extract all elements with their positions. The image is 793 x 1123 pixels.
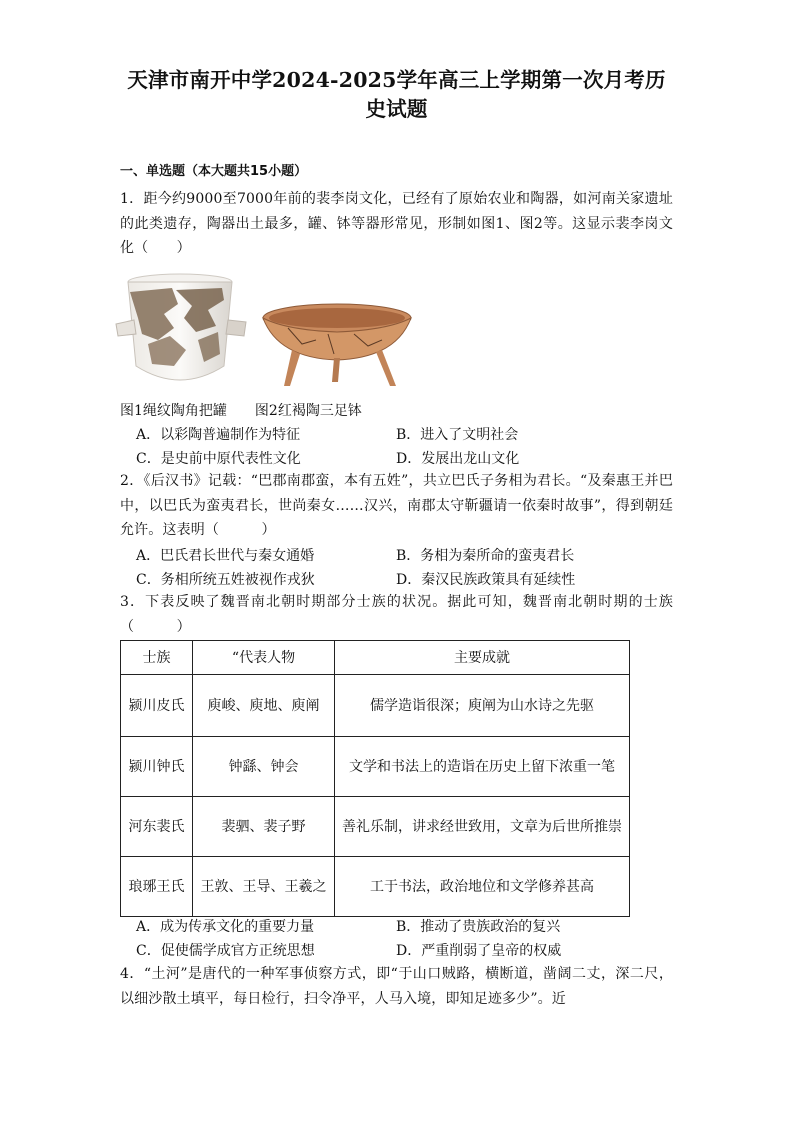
table-cell: 庾峻、庾地、庾阐 (193, 675, 335, 737)
option-b[interactable]: B．进入了文明社会 (396, 427, 519, 443)
figure-2-caption: 图2红褐陶三足钵 (254, 403, 362, 419)
table-cell: 河东裴氏 (121, 797, 193, 857)
table-row (121, 797, 630, 857)
option-d[interactable]: D．秦汉民族政策具有延续性 (396, 572, 576, 588)
option-c[interactable]: C．是史前中原代表性文化 (136, 451, 301, 467)
table-row (121, 737, 630, 797)
option-c[interactable]: C．务相所统五姓被视作戎狄 (136, 572, 315, 588)
question-1-options-row-1 (136, 424, 673, 446)
figure-captions (120, 400, 362, 420)
table-cell: 颍川皮氏 (121, 675, 193, 737)
option-d[interactable]: D．发展出龙山文化 (396, 451, 520, 467)
table-header: 士族 (121, 641, 193, 675)
table-cell: 琅琊王氏 (121, 857, 193, 917)
option-a[interactable]: A．成为传承文化的重要力量 (136, 919, 315, 935)
option-b[interactable]: B．推动了贵族政治的复兴 (396, 919, 561, 935)
question-2-stem: 2．《后汉书》记载：“巴郡南郡蛮，本有五姓”，共立巴氏子务相为君长。“及秦惠王并巴中，以巴氏为蛮夷君长，世尚秦女……汉兴，南郡太守靳疆请一依秦时故事”，得到朝廷允许。这表明（ ） (120, 473, 673, 538)
option-a[interactable]: A．以彩陶普遍制作为特征 (136, 427, 301, 443)
option-a[interactable]: A．巴氏君长世代与秦女通婚 (136, 548, 315, 564)
question-2-options-row-2 (136, 569, 673, 591)
option-d[interactable]: D．严重削弱了皇帝的权威 (396, 943, 562, 959)
table-cell: 王敦、王导、王羲之 (193, 857, 335, 917)
question-4-stem: 4．“土河”是唐代的一种军事侦察方式，即“于山口贼路，横断道，凿阔二丈，深二尺，以细沙散土填平，每日检行，扫令净平，人马入境，即知足迹多少”。近 (120, 966, 673, 1007)
table-row (121, 857, 630, 917)
question-2-options-row-1 (136, 545, 673, 567)
figure-1-pottery-jar (112, 270, 248, 394)
option-c[interactable]: C．促使儒学成官方正统思想 (136, 943, 315, 959)
figure-2-tripod-bowl (258, 300, 416, 390)
question-3-options-row-1 (136, 916, 673, 938)
table-cell: 文学和书法上的造诣在历史上留下浓重一笔 (335, 737, 630, 797)
option-b[interactable]: B．务相为秦所命的蛮夷君长 (396, 548, 575, 564)
table-cell: 裴驷、裴子野 (193, 797, 335, 857)
table-cell: 工于书法，政治地位和文学修养甚高 (335, 857, 630, 917)
table-cell: 颍川钟氏 (121, 737, 193, 797)
table-header: 主要成就 (335, 641, 630, 675)
gentry-clans-table (120, 640, 630, 917)
table-cell: 善礼乐制，讲求经世致用，文章为后世所推崇 (335, 797, 630, 857)
question-3-options-row-2 (136, 940, 673, 962)
question-1-options-row-2 (136, 448, 673, 470)
page-title: 天津市南开中学2024-2025学年高三上学期第一次月考历史试题 (127, 68, 666, 121)
table-cell: 儒学造诣很深；庾阐为山水诗之先驱 (335, 675, 630, 737)
question-1-stem: 1．距今约9000至7000年前的裴李岗文化，已经有了原始农业和陶器，如河南关家遗址的此类遗存，陶器出土最多，罐、钵等器形常见，形制如图1、图2等。这显示裴李岗文化（ ） (120, 191, 673, 256)
table-header-row (121, 641, 630, 675)
section-heading: 一、单选题（本大题共15小题） (120, 164, 308, 179)
figure-1-caption: 图1绳纹陶角把罐 (120, 403, 227, 419)
table-row (121, 675, 630, 737)
question-3-stem: 3．下表反映了魏晋南北朝时期部分士族的状况。据此可知，魏晋南北朝时期的士族（ ） (120, 594, 673, 635)
table-cell: 钟繇、钟会 (193, 737, 335, 797)
table-header: “代表人物 (193, 641, 335, 675)
